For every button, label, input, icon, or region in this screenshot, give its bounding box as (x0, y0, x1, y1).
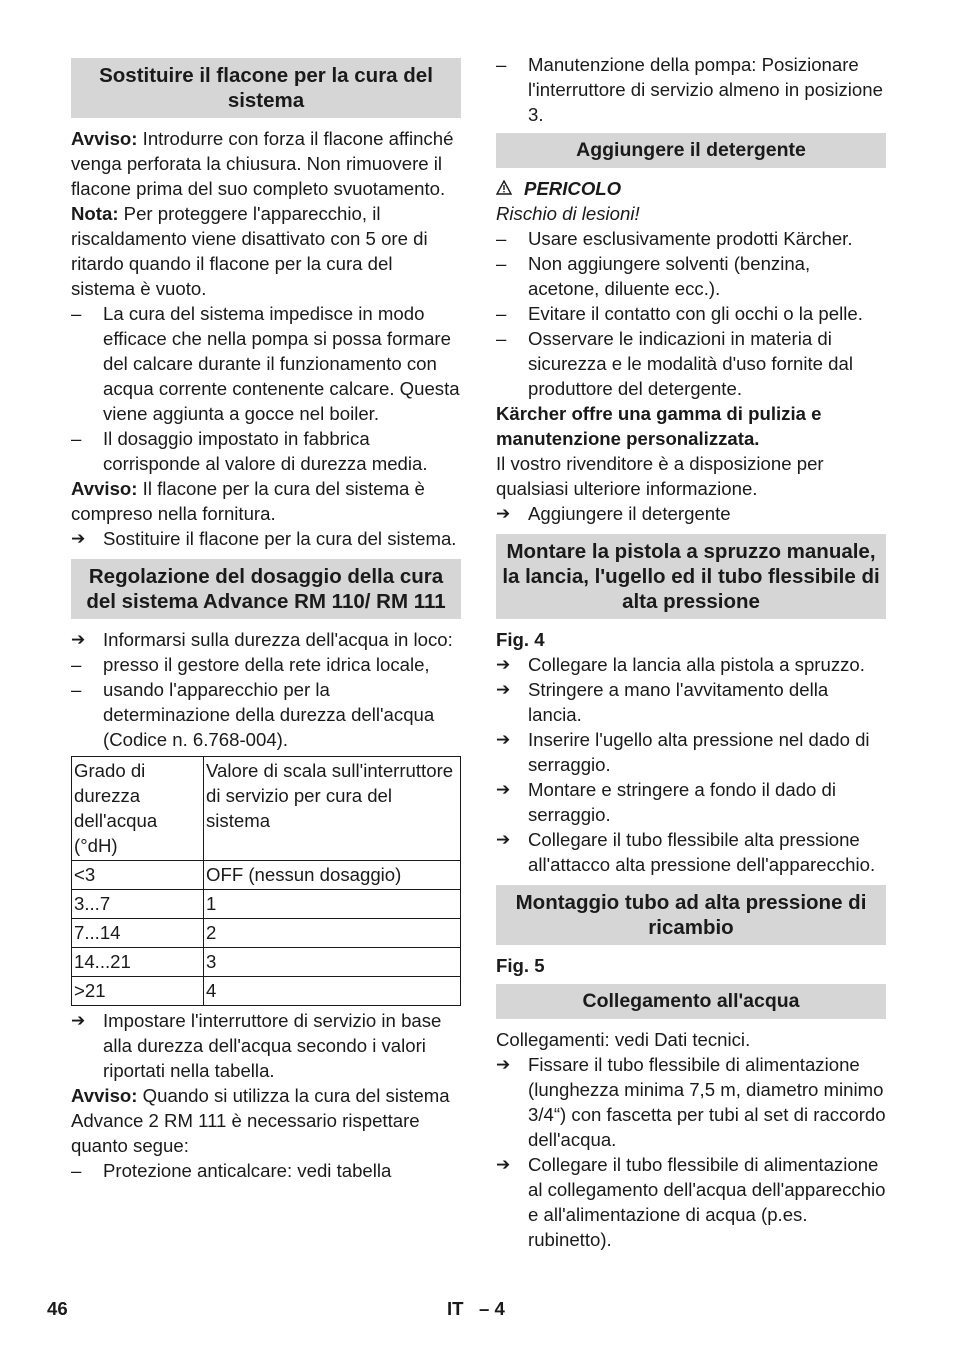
page-number: 46 (47, 1298, 68, 1319)
list-item: – Osservare le indicazioni in materia di sicurezza e le modalità d'uso fornite dal produttore del detergente. (496, 328, 853, 399)
arrow-icon: ➔ (71, 1011, 86, 1030)
step-item: ➔ Fissare il tubo flessibile di alimentazione (lunghezza minima 7,5 m, diametro minimo 3/4“) con fascetta per tubi al set di raccordo dell'acqua. (496, 1054, 886, 1150)
step-item: ➔ Aggiungere il detergente (496, 503, 731, 524)
paragraph (71, 476, 461, 526)
table-cell: >21 (72, 977, 204, 1006)
section-heading: Collegamento all'acqua (496, 984, 886, 1019)
label: Nota: (71, 203, 119, 224)
arrow-icon: ➔ (496, 680, 511, 699)
step-item: ➔ Stringere a mano l'avvitamento della lancia. (496, 679, 829, 725)
figure-ref: Fig. 4 (496, 629, 545, 650)
step-item: ➔ Collegare la lancia alla pistola a spruzzo. (496, 654, 865, 675)
language-page-label: IT – 4 (447, 1298, 505, 1319)
step-item: ➔ Informarsi sulla durezza dell'acqua in loco: (71, 629, 453, 650)
dash-marker: – (71, 654, 82, 675)
paragraph: Il vostro rivenditore è a disposizione per qualsiasi ulteriore informazione. (496, 453, 824, 499)
arrow-icon: ➔ (71, 529, 86, 548)
arrow-icon: ➔ (71, 630, 86, 649)
bold-paragraph: Kärcher offre una gamma di pulizia e manutenzione personalizzata. (496, 403, 822, 449)
table-cell: OFF (nessun dosaggio) (204, 861, 461, 890)
table-cell: 7...14 (72, 919, 204, 948)
list-item: – Manutenzione della pompa: Posizionare l'interruttore di servizio almeno in posizione 3. (496, 54, 883, 125)
table-cell: 3 (204, 948, 461, 977)
label: Avviso: (71, 128, 138, 149)
table-header-row (72, 757, 461, 861)
paragraph (71, 201, 461, 301)
paragraph (71, 126, 461, 201)
dash-marker: – (71, 303, 82, 324)
dash-marker: – (496, 54, 507, 75)
step-item: ➔ Collegare il tubo flessibile di alimentazione al collegamento dell'acqua dell'apparecchio e all'alimentazione di acqua (p.es. rubinetto). (496, 1154, 886, 1250)
section-heading: Sostituire il flacone per la cura del sistema (71, 58, 461, 118)
warning-triangle-icon (496, 176, 524, 201)
table-cell: 3...7 (72, 890, 204, 919)
arrow-icon: ➔ (496, 504, 511, 523)
right-column (496, 52, 886, 1252)
table-row (72, 948, 461, 977)
list-item: – Non aggiungere solventi (benzina, acetone, diluente ecc.). (496, 253, 811, 299)
table-cell: 2 (204, 919, 461, 948)
text: Introdurre con forza il flacone affinché venga perforata la chiusura. Non rimuovere il flacone prima del suo completo svuotamento. (71, 128, 454, 199)
text: Quando si utilizza la cura del sistema Advance 2 RM 111 è necessario rispettare quanto segue: (71, 1085, 450, 1156)
list-item: – usando l'apparecchio per la determinazione della durezza dell'acqua (Codice n. 6.768-004). (71, 679, 435, 750)
arrow-icon: ➔ (496, 780, 511, 799)
dash-marker: – (496, 253, 507, 274)
arrow-icon: ➔ (496, 655, 511, 674)
arrow-icon: ➔ (496, 1055, 511, 1074)
dash-marker: – (496, 303, 507, 324)
table-cell: <3 (72, 861, 204, 890)
arrow-icon: ➔ (496, 1155, 511, 1174)
text: Il flacone per la cura del sistema è compreso nella fornitura. (71, 478, 425, 524)
left-column (71, 52, 461, 1183)
table-row (72, 977, 461, 1006)
table-cell: 4 (204, 977, 461, 1006)
table-header-cell: Valore di scala sull'interruttore di servizio per cura del sistema (204, 757, 461, 861)
list-item: – La cura del sistema impedisce in modo efficace che nella pompa si possa formare del calcare durante il funzionamento con acqua corrente contenente calcare. Questa viene aggiunta a gocce nel boiler. (71, 303, 460, 424)
section-heading: Regolazione del dosaggio della cura del sistema Advance RM 110/ RM 111 (71, 559, 461, 619)
table-cell: 14...21 (72, 948, 204, 977)
dash-marker: – (71, 1160, 82, 1181)
dash-marker: – (496, 328, 507, 349)
label: Avviso: (71, 1085, 138, 1106)
section-heading: Montaggio tubo ad alta pressione di ricambio (496, 885, 886, 945)
section-heading: Montare la pistola a spruzzo manuale, la lancia, l'ugello ed il tubo flessibile di alta pressione (496, 534, 886, 619)
dash-marker: – (71, 428, 82, 449)
list-item: – Evitare il contatto con gli occhi o la pelle. (496, 303, 863, 324)
table-row (72, 890, 461, 919)
table-row (72, 919, 461, 948)
paragraph (71, 1083, 461, 1158)
section-heading: Aggiungere il detergente (496, 133, 886, 168)
list-item: – Protezione anticalcare: vedi tabella (71, 1160, 392, 1181)
text: Per proteggere l'apparecchio, il riscaldamento viene disattivato con 5 ore di ritardo quando il flacone per la cura del sistema è vuoto. (71, 203, 428, 299)
danger-subtitle: Rischio di lesioni! (496, 203, 640, 224)
arrow-icon: ➔ (496, 730, 511, 749)
list-item: – presso il gestore della rete idrica locale, (71, 654, 430, 675)
table-header-cell: Grado di durezza dell'acqua (°dH) (72, 757, 204, 861)
paragraph: Collegamenti: vedi Dati tecnici. (496, 1029, 751, 1050)
table-cell: 1 (204, 890, 461, 919)
step-item: ➔ Sostituire il flacone per la cura del sistema. (71, 528, 457, 549)
dash-marker: – (71, 679, 82, 700)
step-item: ➔ Collegare il tubo flessibile alta pressione all'attacco alta pressione dell'apparecchio. (496, 829, 876, 875)
hardness-table (71, 756, 461, 1006)
step-item: ➔ Inserire l'ugello alta pressione nel dado di serraggio. (496, 729, 870, 775)
dash-marker: – (496, 228, 507, 249)
danger-title: PERICOLO (496, 176, 886, 201)
list-item: – Usare esclusivamente prodotti Kärcher. (496, 228, 853, 249)
label: Avviso: (71, 478, 138, 499)
figure-ref: Fig. 5 (496, 955, 545, 976)
table-row (72, 861, 461, 890)
step-item: ➔ Montare e stringere a fondo il dado di serraggio. (496, 779, 837, 825)
step-item: ➔ Impostare l'interruttore di servizio in base alla durezza dell'acqua secondo i valori riportati nella tabella. (71, 1010, 442, 1081)
arrow-icon: ➔ (496, 830, 511, 849)
list-item: – Il dosaggio impostato in fabbrica corrisponde al valore di durezza media. (71, 428, 428, 474)
